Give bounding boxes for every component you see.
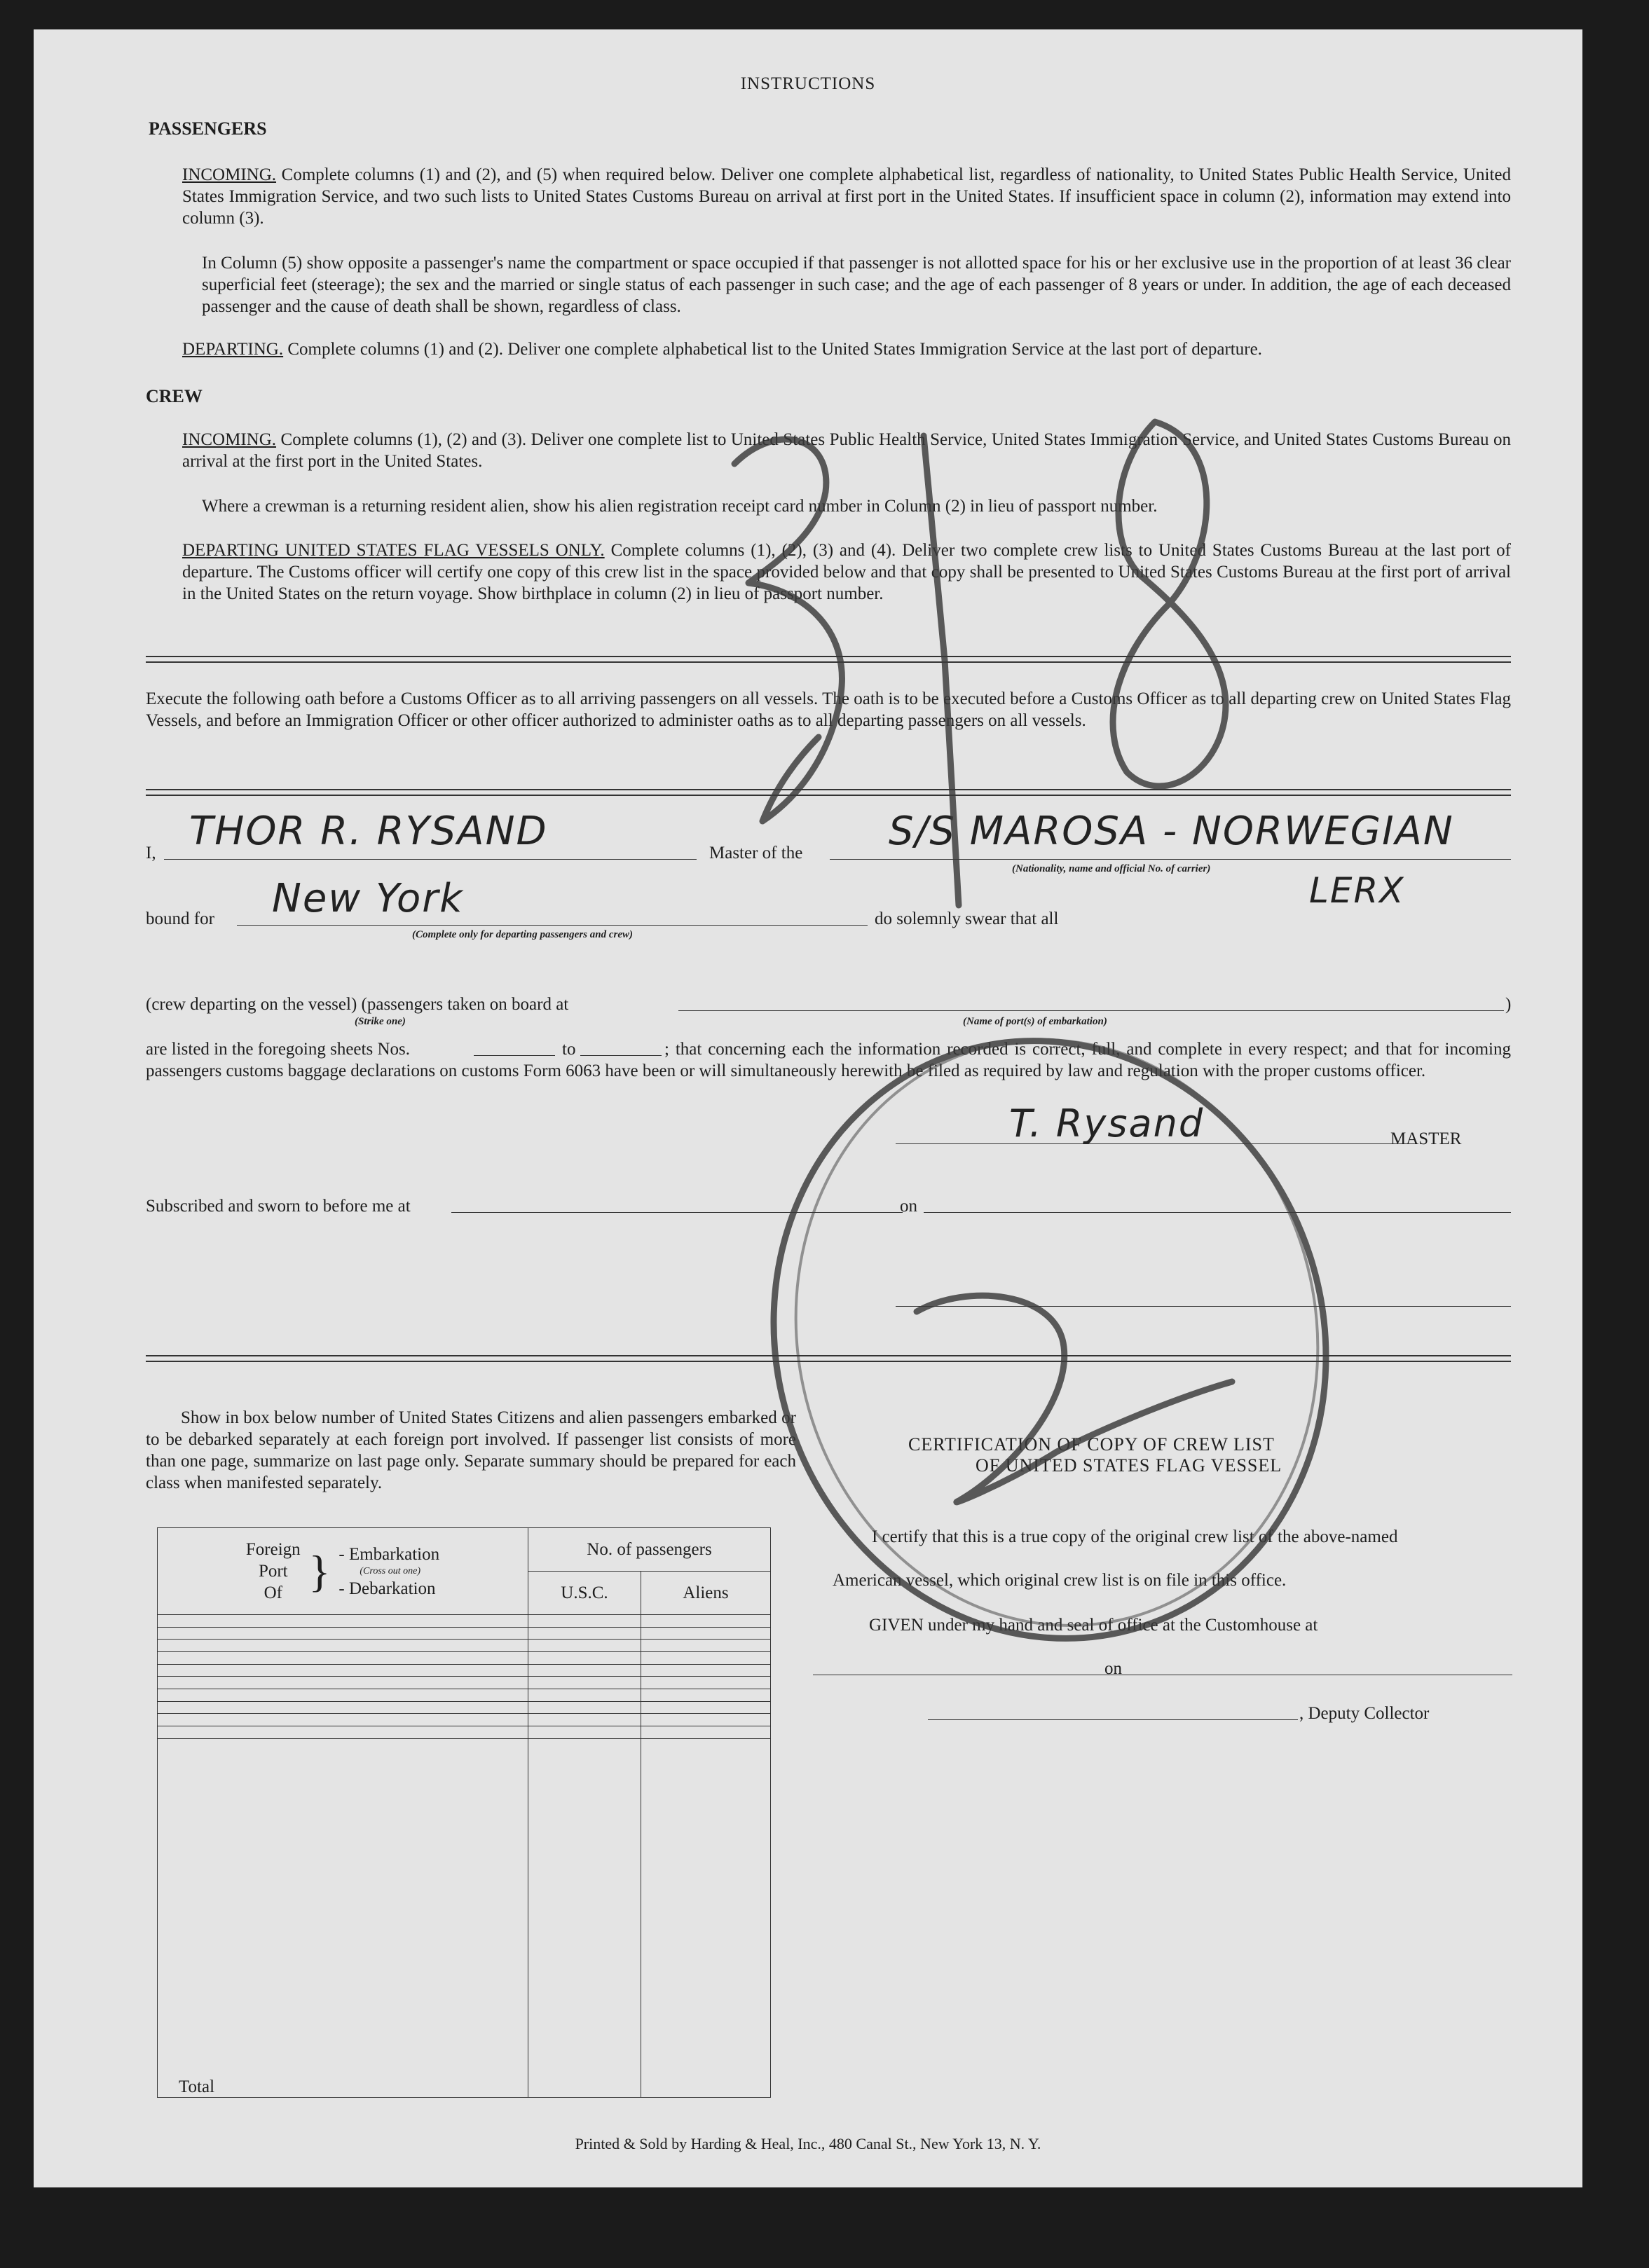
master-of-the-label: Master of the [709,844,803,862]
close-paren: ) [1505,995,1512,1014]
certification-title-1: CERTIFICATION OF COPY OF CREW LIST [908,1434,1275,1455]
header-crossout: (Cross out one) [360,1565,420,1576]
master-signature: T. Rysand [1009,1101,1205,1146]
header-aliens: Aliens [641,1572,771,1615]
summary-instructions: Show in box below number of United States Citizens and alien passengers embarked or to be debarked separately at each foreign port involved. If passenger list consists of more than one page, summarize on last page only. Separate summary should be prepared for each class when manifested separately. [146,1408,796,1492]
listed-text-a: are listed in the foregoing sheets Nos. [146,1040,410,1059]
crayon-slash [924,436,959,905]
crew-passengers-text: (crew departing on the vessel) (passengers taken on board at [146,995,569,1014]
crew-resident-paragraph: Where a crewman is a returning resident alien, show his alien registration receipt card number in Column (2) in lieu of passport number. [202,497,1158,516]
crayon-digit-3 [734,439,842,821]
total-label: Total [158,1738,528,2097]
certification-title-2: OF UNITED STATES FLAG VESSEL [976,1455,1282,1476]
crew-incoming-label: INCOMING. [182,430,277,449]
header-usc: U.S.C. [528,1572,641,1615]
passengers-incoming-text: Complete columns (1) and (2), and (5) when required below. Deliver one complete alphabetical list, regardless of nationality, to United States Public Health Service, United States Immigration Service, and two such lists to United States Customs Bureau on arrival at first port in the United States. If insufficient space in column (2), information may extend into column (3). [182,165,1512,228]
document-page [34,29,1582,2187]
listed-to: to [562,1040,576,1059]
ports-caption: (Name of port(s) of embarkation) [963,1016,1107,1027]
subscribed-on: on [900,1197,917,1216]
printer-footer: Printed & Sold by Harding & Heal, Inc., 480 Canal St., New York 13, N. Y. [575,2135,1041,2152]
subscribed-text: Subscribed and sworn to before me at [146,1197,411,1216]
header-num-passengers: No. of passengers [528,1528,771,1572]
page-title: INSTRUCTIONS [740,74,876,93]
bound-for-label: bound for [146,909,214,928]
certification-line-1: I certify that this is a true copy of the original crew list of the above-named [872,1527,1398,1546]
crayon-circle [697,969,1403,1711]
crayon-digit-8 [1113,422,1226,786]
oath-intro: Execute the following oath before a Customs Officer as to all arriving passengers on all vessels. The oath is to be executed before a Customs Officer as to all departing crew on United States Flag Vessels, and before an Immigration Officer or other officer authorized to administer oaths as to all departing passengers on all vessels. [146,689,1511,730]
header-of: Of [264,1583,282,1602]
bound-caption: (Complete only for departing passengers and crew) [412,929,633,940]
swear-text: do solemnly swear that all [875,909,1059,928]
listed-text-b: ; that concerning each the information recorded is correct, full, and complete in every respect; and that for incoming passengers customs baggage declarations on customs Form 6063 have been or will simultaneously herewith be filed as required by law and regulation with the proper customs officer. [146,1040,1511,1080]
crayon-digit-2 [917,1295,1232,1502]
certification-given: GIVEN under my hand and seal of office at the Customhouse at [869,1616,1318,1635]
passengers-departing-label: DEPARTING. [182,340,284,359]
passengers-departing-text: Complete columns (1) and (2). Deliver one complete alphabetical list to the United States Immigration Service at the last port of departure. [287,340,1262,359]
crew-incoming-text: Complete columns (1), (2) and (3). Deliver one complete list to United States Public Health Service, United States Immigration Service, and United States Customs Bureau on arrival at the first port in the United States. [182,430,1511,471]
strike-one-caption: (Strike one) [355,1016,406,1027]
crew-departing-text: Complete columns (1), (2), (3) and (4). Deliver two complete crew lists to United States Customs Bureau at the last port of departure. The Customs officer will certify one copy of this crew list in the space provided below and that copy shall be presented to United States Customs Bureau at the first port of arrival in the United States on the return voyage. Show birthplace in column (2) in lieu of passport number. [182,541,1512,603]
passengers-column5-paragraph: In Column (5) show opposite a passenger's name the compartment or space occupied if that passenger is not allotted space for his or her exclusive use in the proportion of at least 36 clear superficial feet (steerage); the sex and the married or single status of each passenger in such case; and the age of each passenger of 8 years or under. In addition, the age of each deceased passenger and the cause of death shall be shown, regardless of class. [202,254,1511,316]
section-passengers: PASSENGERS [149,118,267,139]
deputy-collector-label: , Deputy Collector [1299,1704,1430,1723]
call-sign-handwritten: LERX [1309,870,1405,911]
brace-icon: } [308,1546,331,1596]
section-crew: CREW [146,386,203,406]
certification-on: on [1104,1659,1122,1678]
vessel-caption: (Nationality, name and official No. of carrier) [1012,863,1211,874]
master-label: MASTER [1390,1129,1462,1148]
destination-handwritten: New York [272,876,464,921]
header-embarkation: - Embarkation [338,1544,440,1564]
header-port: Port [258,1562,288,1581]
header-foreign: Foreign [245,1540,301,1559]
vessel-handwritten: S/S MAROSA - NORWEGIAN [889,809,1454,854]
crew-departing-label: DEPARTING UNITED STATES FLAG VESSELS ONLY. [182,541,605,560]
certification-line-2: American vessel, which original crew list is on file in this office. [833,1571,1287,1590]
crayon-annotations [34,29,1582,2187]
oath-i-label: I, [146,844,156,862]
header-debarkation: - Debarkation [338,1579,436,1598]
master-name-handwritten: THOR R. RYSAND [189,809,548,854]
passengers-incoming-label: INCOMING. [182,165,277,184]
